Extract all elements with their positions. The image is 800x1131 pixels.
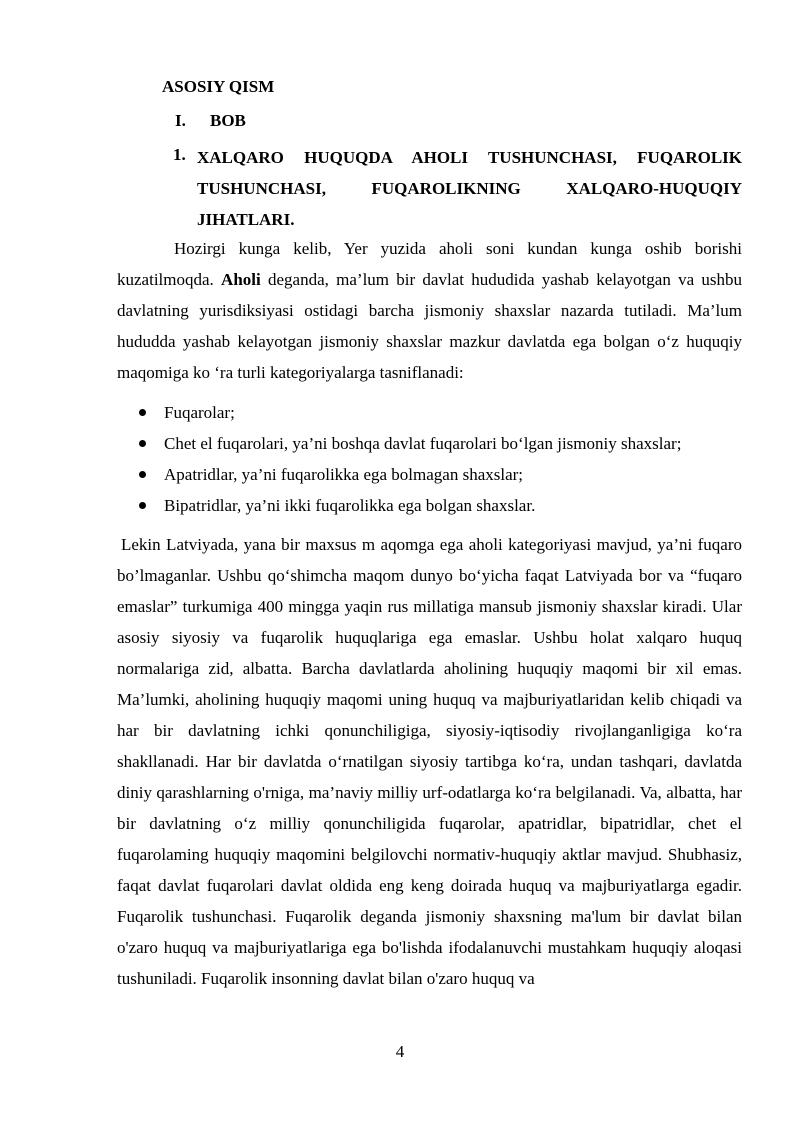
- chapter-heading: BOB: [210, 111, 246, 130]
- bullet-icon: [139, 440, 146, 447]
- list-item: [137, 428, 742, 459]
- list-item-text: Chet el fuqarolari, ya’ni boshqa davlat fuqarolari bo‘lgan jismoniy shaxslar;: [164, 434, 682, 453]
- bullet-icon: [139, 409, 146, 416]
- bullet-icon: [139, 471, 146, 478]
- main-part-heading: ASOSIY QISM: [162, 77, 275, 96]
- intro-text-start: Hozirgi kunga kelib, Yer yuzida aholi soni kundan kunga oshib borishi kuzatilmoqda.: [117, 239, 742, 289]
- list-item-text: Fuqarolar;: [164, 403, 235, 422]
- page-number: 4: [395, 1042, 405, 1061]
- list-item: [137, 459, 742, 490]
- list-item-text: Bipatridlar, ya’ni ikki fuqarolikka ega bolgan shaxslar.: [164, 496, 536, 515]
- list-item-text: Apatridlar, ya’ni fuqarolikka ega bolmagan shaxslar;: [164, 465, 524, 484]
- bullet-icon: [139, 502, 146, 509]
- section-title: XALQARO HUQUQDA AHOLI TUSHUNCHASI, FUQAROLIK TUSHUNCHASI, FUQAROLIKNING XALQARO-HUQUQIY JIHATLARI.: [197, 148, 742, 229]
- body-paragraph: Lekin Latviyada, yana bir maxsus m aqomga ega aholi kategoriyasi mavjud, ya’ni fuqaro bo’lmaganlar. Ushbu qo‘shimcha maqom dunyo bo‘yicha faqat Latviyada bor va “fuqaro emaslar” turkumiga 400 mingga yaqin rus millatiga mansub jismoniy shaxslar kiradi. Ular asosiy siyosiy va fuqarolik huquqlariga ega emaslar. Ushbu holat xalqaro huquq normalariga zid, albatta. Barcha davlatlarda aholining huquqiy maqomi bir xil emas. Ma’lumki, aholining huquqiy maqomi uning huquq va majburiyatlaridan kelib chiqadi va har bir davlatning ichki qonunchiligiga, siyosiy-iqtisodiy rivojlanganligiga ko‘ra shakllanadi. Har bir davlatda o‘rnatilgan siyosiy tartibga ko‘ra, undan tashqari, davlatda diniy qarashlarning o'rniga, ma’naviy milliy urf-odatlarga ko‘ra belgilanadi. Va, albatta, har bir davlatning o‘z milliy qonunchiligida fuqarolar, apatridlar, bipatridlar, chet el fuqarolaming huquqiy maqomini belgilovchi normativ-huquqiy aktlar mavjud. Shubhasiz, faqat davlat fuqarolari davlat oldida eng keng doirada huquq va majburiyatlarga egadir. Fuqarolik tushunchasi. Fuqarolik deganda jismoniy shaxsning ma'lum bir davlat bilan o'zaro huquq va majburiyatlariga ega bo'lishda ifodalanuvchi mustahkam huquqiy aloqasi tushuniladi. Fuqarolik insonning davlat bilan o'zaro huquq va: [117, 535, 742, 988]
- chapter-number: I.: [175, 111, 186, 130]
- intro-bold-term: Aholi: [221, 270, 261, 289]
- intro-text-end: deganda, ma’lum bir davlat hududida yashab kelayotgan va ushbu davlatning yurisdiksiyasi ostidagi barcha jismoniy shaxslar nazarda tutiladi. Ma’lum hududda yashab kelayotgan jismoniy shaxslar mazkur davlatda ega bolgan o‘z huquqiy maqomiga ko ‘ra turli kategoriyalarga tasniflanadi:: [117, 270, 742, 382]
- intro-paragraph: [117, 233, 742, 388]
- section-number: 1.: [173, 145, 186, 164]
- list-item: [137, 490, 742, 521]
- category-list: [137, 397, 742, 521]
- list-item: [137, 397, 742, 428]
